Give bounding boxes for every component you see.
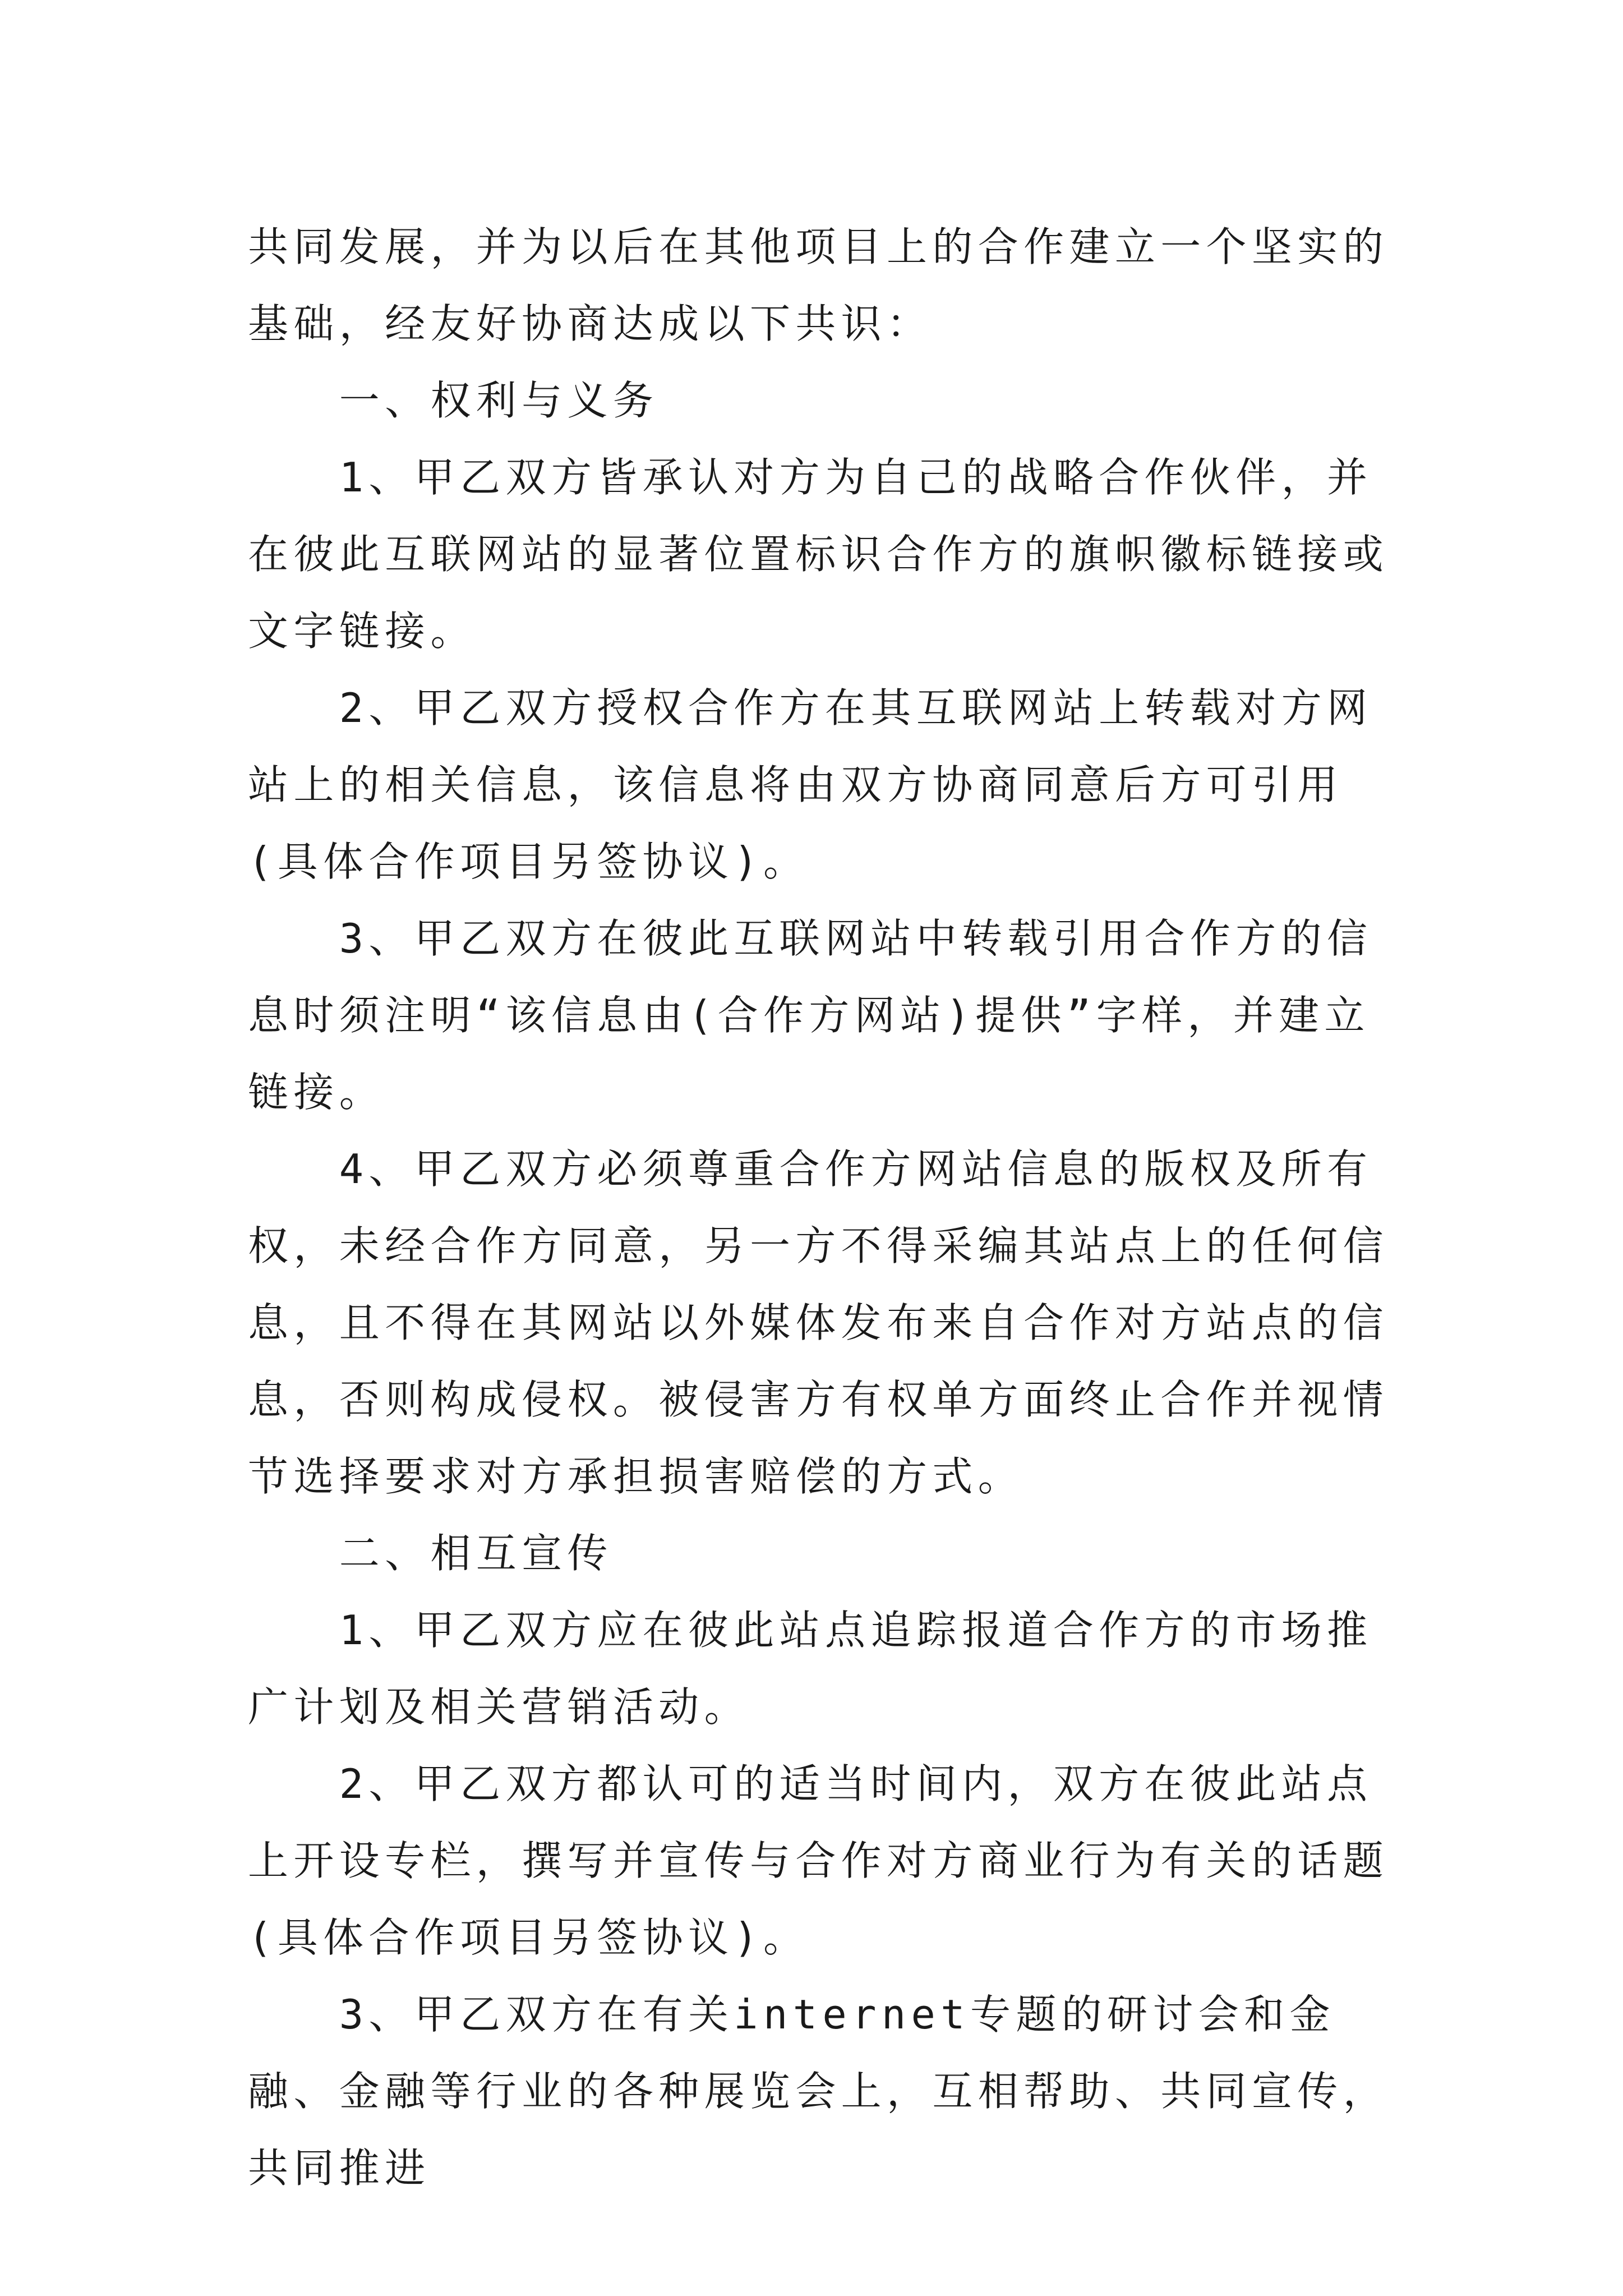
clause-2-3: 3、甲乙双方在有关internet专题的研讨会和金融、金融等行业的各种展览会上，互相帮助、共同宣传，共同推进 (248, 1991, 1389, 2192)
clause-1-4: 4、甲乙双方必须尊重合作方网站信息的版权及所有权，未经合作方同意，另一方不得采编其站点上的任何信息，且不得在其网站以外媒体发布来自合作对方站点的信息，否则构成侵权。被侵害方有权单方面终止合作并视情节选择要求对方承担损害赔偿的方式。 (248, 1145, 1389, 1500)
paragraph-intro-continuation: 共同发展，并为以后在其他项目上的合作建立一个坚实的基础，经友好协商达成以下共识： (248, 223, 1389, 347)
section-heading-mutual-promotion: 二、相互宣传 (339, 1530, 613, 1577)
clause-1-1: 1、甲乙双方皆承认对方为自己的战略合作伙伴，并在彼此互联网站的显著位置标识合作方的旗帜徽标链接或文字链接。 (248, 454, 1389, 655)
clause-1-2: 2、甲乙双方授权合作方在其互联网站上转载对方网站上的相关信息，该信息将由双方协商同意后方可引用(具体合作项目另签协议)。 (248, 684, 1373, 885)
section-heading-rights-obligations: 一、权利与义务 (339, 377, 659, 424)
clause-2-2: 2、甲乙双方都认可的适当时间内，双方在彼此站点上开设专栏，撰写并宣传与合作对方商业行为有关的话题(具体合作项目另签协议)。 (248, 1760, 1389, 1961)
clause-1-3: 3、甲乙双方在彼此互联网站中转载引用合作方的信息时须注明“该信息由(合作方网站)提供”字样，并建立链接。 (248, 915, 1373, 1116)
clause-2-1: 1、甲乙双方应在彼此站点追踪报道合作方的市场推广计划及相关营销活动。 (248, 1607, 1373, 1731)
document-body (248, 209, 1392, 2207)
